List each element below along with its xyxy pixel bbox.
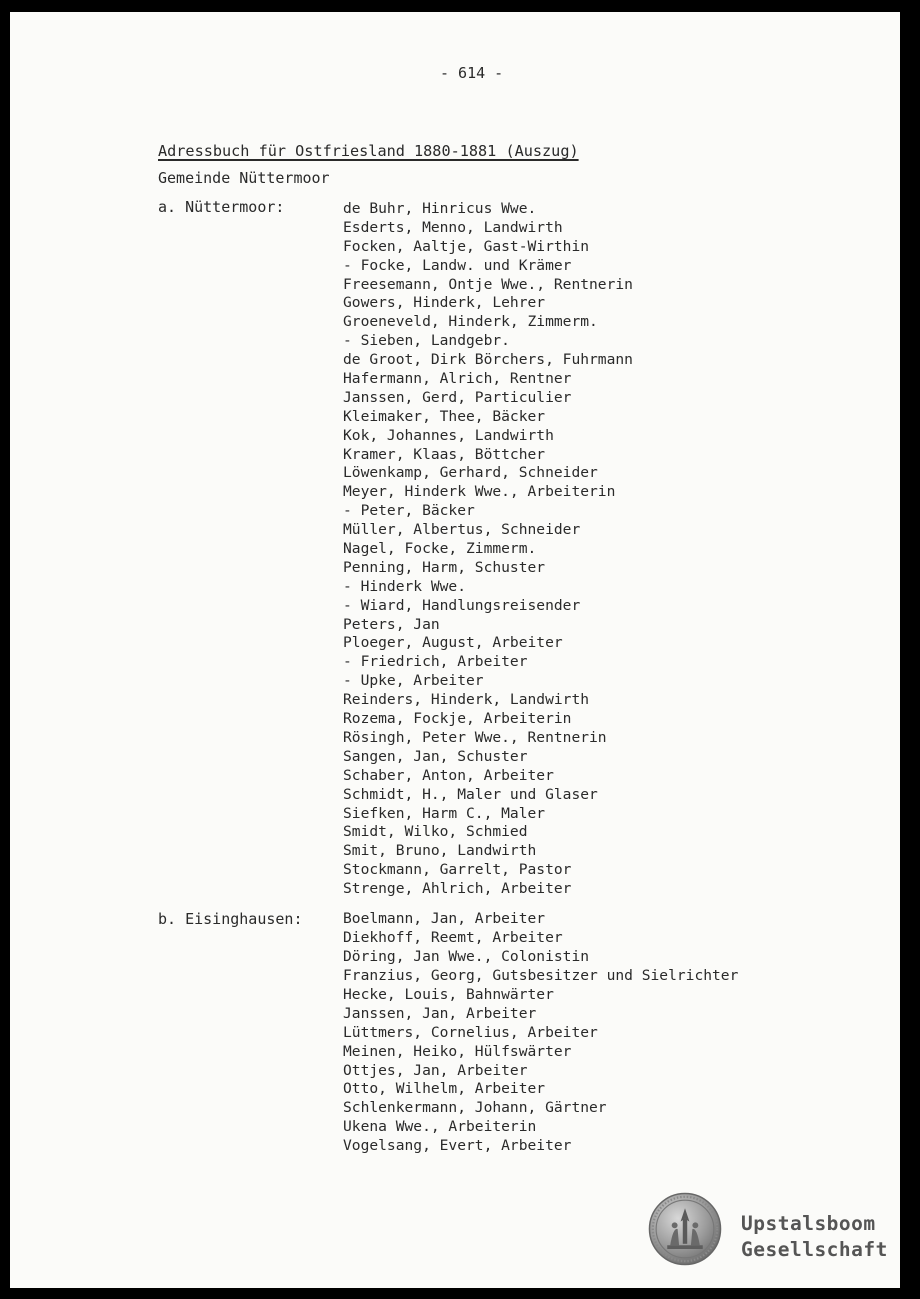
nuettermoor-entry: - Focke, Landw. und Krämer: [343, 256, 572, 274]
nuettermoor-entry: Hafermann, Alrich, Rentner: [343, 370, 572, 388]
nuettermoor-entry: Gowers, Hinderk, Lehrer: [343, 294, 546, 312]
nuettermoor-entry: Kleimaker, Thee, Bäcker: [343, 407, 546, 425]
nuettermoor-entry: Esderts, Menno, Landwirth: [343, 218, 563, 236]
nuettermoor-entry: - Friedrich, Arbeiter: [343, 653, 528, 671]
nuettermoor-entry: - Upke, Arbeiter: [343, 672, 484, 690]
section-label-nuettermoor: a. Nüttermoor:: [158, 198, 285, 216]
nuettermoor-entry: Smidt, Wilko, Schmied: [343, 823, 528, 841]
eisinghausen-entry: Hecke, Louis, Bahnwärter: [343, 985, 554, 1003]
nuettermoor-entry: Strenge, Ahlrich, Arbeiter: [343, 880, 572, 898]
nuettermoor-entry: Schmidt, H., Maler und Glaser: [343, 785, 598, 803]
eisinghausen-entry: Boelmann, Jan, Arbeiter: [343, 910, 546, 927]
page-number: - 614 -: [440, 64, 504, 82]
nuettermoor-entry: Ploeger, August, Arbeiter: [343, 634, 563, 652]
nuettermoor-entry: Smit, Bruno, Landwirth: [343, 842, 537, 860]
nuettermoor-entry: - Wiard, Handlungsreisender: [343, 596, 581, 614]
entry-list-eisinghausen: [343, 910, 738, 1156]
nuettermoor-entry: Freesemann, Ontje Wwe., Rentnerin: [343, 275, 633, 293]
nuettermoor-entry: Löwenkamp, Gerhard, Schneider: [343, 464, 598, 482]
nuettermoor-entry: Schaber, Anton, Arbeiter: [343, 766, 554, 784]
document-title: Adressbuch für Ostfriesland 1880-1881 (Auszug): [158, 142, 579, 160]
nuettermoor-entry: Siefken, Harm C., Maler: [343, 804, 546, 822]
document-page: [10, 12, 900, 1288]
section-label-eisinghausen: b. Eisinghausen:: [158, 910, 303, 928]
eisinghausen-entry: Lüttmers, Cornelius, Arbeiter: [343, 1023, 598, 1041]
nuettermoor-entry: Sangen, Jan, Schuster: [343, 747, 528, 765]
eisinghausen-entry: Diekhoff, Reemt, Arbeiter: [343, 928, 563, 946]
entry-list-nuettermoor: [343, 200, 633, 899]
upstalsboom-seal-icon: [648, 1192, 722, 1266]
eisinghausen-entry: Döring, Jan Wwe., Colonistin: [343, 947, 590, 965]
eisinghausen-entry: Schlenkermann, Johann, Gärtner: [343, 1099, 607, 1117]
nuettermoor-entry: de Groot, Dirk Börchers, Fuhrmann: [343, 351, 633, 369]
nuettermoor-entry: Kok, Johannes, Landwirth: [343, 426, 554, 444]
brand-name-line2: Gesellschaft: [741, 1238, 888, 1261]
nuettermoor-entry: Rösingh, Peter Wwe., Rentnerin: [343, 728, 607, 746]
nuettermoor-entry: Kramer, Klaas, Böttcher: [343, 445, 546, 463]
nuettermoor-entry: - Sieben, Landgebr.: [343, 332, 510, 350]
nuettermoor-entry: Peters, Jan: [343, 615, 440, 633]
eisinghausen-entry: Franzius, Georg, Gutsbesitzer und Sielrichter: [343, 966, 739, 984]
nuettermoor-entry: Rozema, Fockje, Arbeiterin: [343, 710, 572, 728]
nuettermoor-entry: Reinders, Hinderk, Landwirth: [343, 691, 590, 709]
eisinghausen-entry: Otto, Wilhelm, Arbeiter: [343, 1080, 546, 1098]
eisinghausen-entry: Vogelsang, Evert, Arbeiter: [343, 1137, 572, 1155]
document-subtitle: Gemeinde Nüttermoor: [158, 169, 330, 187]
nuettermoor-entry: Nagel, Focke, Zimmerm.: [343, 540, 537, 558]
nuettermoor-entry: Penning, Harm, Schuster: [343, 558, 546, 576]
nuettermoor-entry: - Hinderk Wwe.: [343, 577, 467, 595]
nuettermoor-entry: Focken, Aaltje, Gast-Wirthin: [343, 237, 590, 255]
nuettermoor-entry: Stockmann, Garrelt, Pastor: [343, 861, 572, 879]
nuettermoor-entry: Groeneveld, Hinderk, Zimmerm.: [343, 313, 598, 331]
eisinghausen-entry: Ukena Wwe., Arbeiterin: [343, 1118, 537, 1136]
eisinghausen-entry: Janssen, Jan, Arbeiter: [343, 1004, 537, 1022]
nuettermoor-entry: de Buhr, Hinricus Wwe.: [343, 200, 537, 217]
nuettermoor-entry: Meyer, Hinderk Wwe., Arbeiterin: [343, 483, 616, 501]
nuettermoor-entry: Müller, Albertus, Schneider: [343, 521, 581, 539]
brand-name-line1: Upstalsboom: [741, 1212, 876, 1235]
nuettermoor-entry: Janssen, Gerd, Particulier: [343, 388, 572, 406]
nuettermoor-entry: - Peter, Bäcker: [343, 502, 475, 520]
eisinghausen-entry: Ottjes, Jan, Arbeiter: [343, 1061, 528, 1079]
eisinghausen-entry: Meinen, Heiko, Hülfswärter: [343, 1042, 572, 1060]
